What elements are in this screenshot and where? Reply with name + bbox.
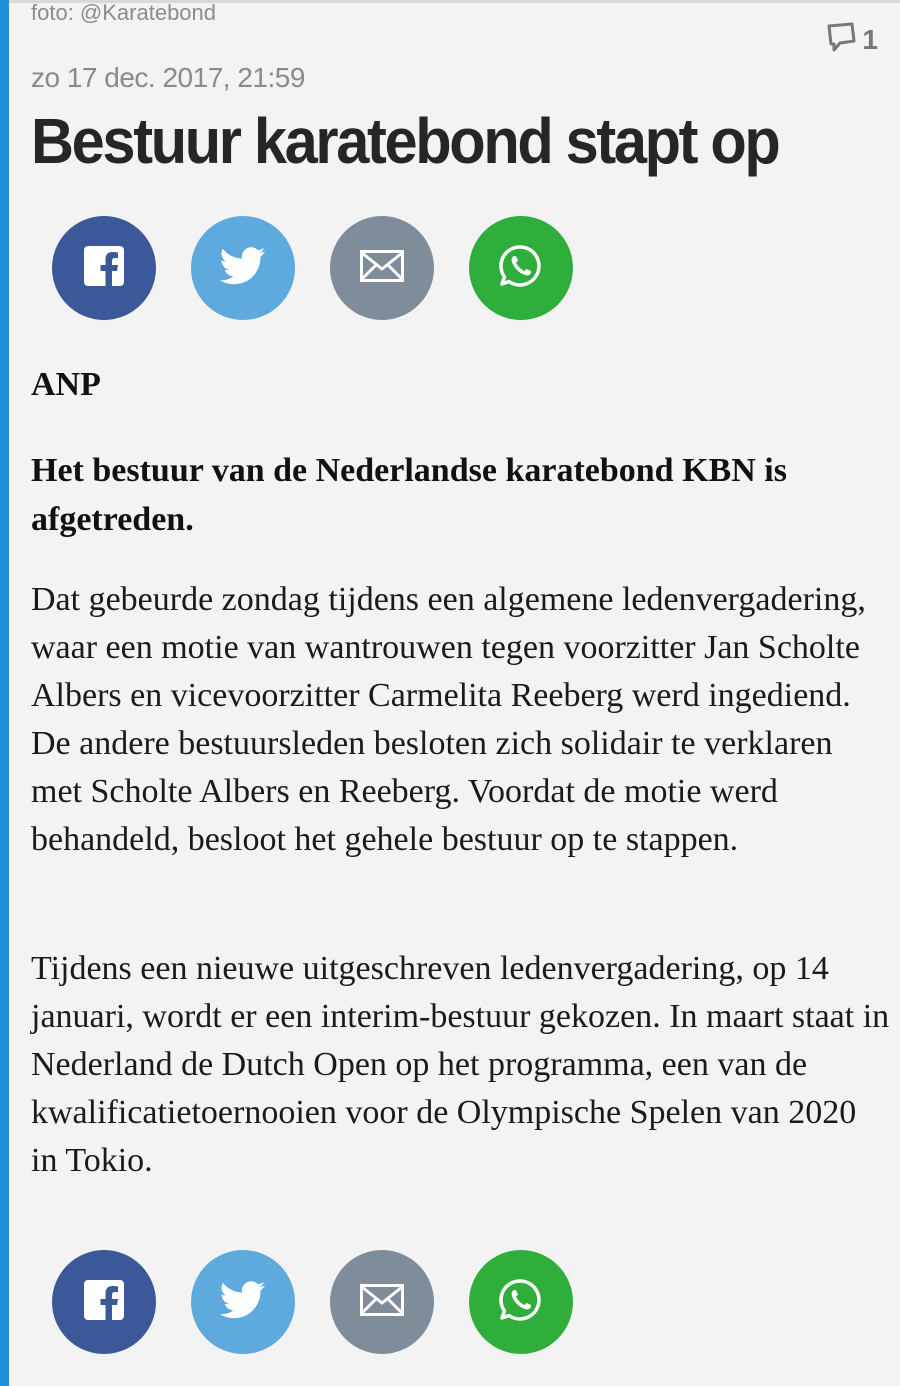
share-bar-bottom [52,1250,573,1354]
twitter-share-button[interactable] [191,216,295,320]
email-share-button[interactable] [330,1250,434,1354]
photo-credit: foto: @Karatebond [31,0,217,25]
article-lead: Het bestuur van de Nederlandse karatebond KBN is afgetreden. [31,452,787,538]
comment-icon [826,22,860,57]
whatsapp-icon [498,243,544,294]
facebook-icon [83,1279,125,1326]
facebook-share-button[interactable] [52,1250,156,1354]
article-paragraph: Dat gebeurde zondag tijdens een algemene ledenvergadering, waar een motie van wantrouwen tegen voorzitter Jan Scholte Albers en vicevoorzitter Carmelita Reeberg werd ingediend. De andere bestuursleden besloten zich solidair te verklaren met Scholte Albers en Reeberg. Voordat de motie werd behandeld, besloot het gehele bestuur op te stappen. [31,581,866,858]
comment-count: 1 [862,23,878,55]
article-paragraph: Tijdens een nieuwe uitgeschreven ledenvergadering, op 14 januari, wordt er een interim-bestuur gekozen. In maart staat in Nederland de Dutch Open op het programma, een van de kwalificatietoernooien voor de Olympische Spelen van 2020 in Tokio. [31,950,890,1179]
article-source: ANP [31,366,101,403]
mail-icon [360,250,404,287]
article-title: Bestuur karatebond stapt op [31,105,779,177]
share-bar-top [52,216,573,320]
email-share-button[interactable] [330,216,434,320]
whatsapp-icon [498,1277,544,1328]
twitter-share-button[interactable] [191,1250,295,1354]
facebook-share-button[interactable] [52,216,156,320]
accent-bar [0,0,9,1386]
comments-link[interactable] [826,22,878,57]
facebook-icon [83,245,125,292]
whatsapp-share-button[interactable] [469,1250,573,1354]
twitter-icon [220,247,266,290]
whatsapp-share-button[interactable] [469,216,573,320]
mail-icon [360,1284,404,1321]
article-date: zo 17 dec. 2017, 21:59 [31,62,305,93]
twitter-icon [220,1281,266,1324]
